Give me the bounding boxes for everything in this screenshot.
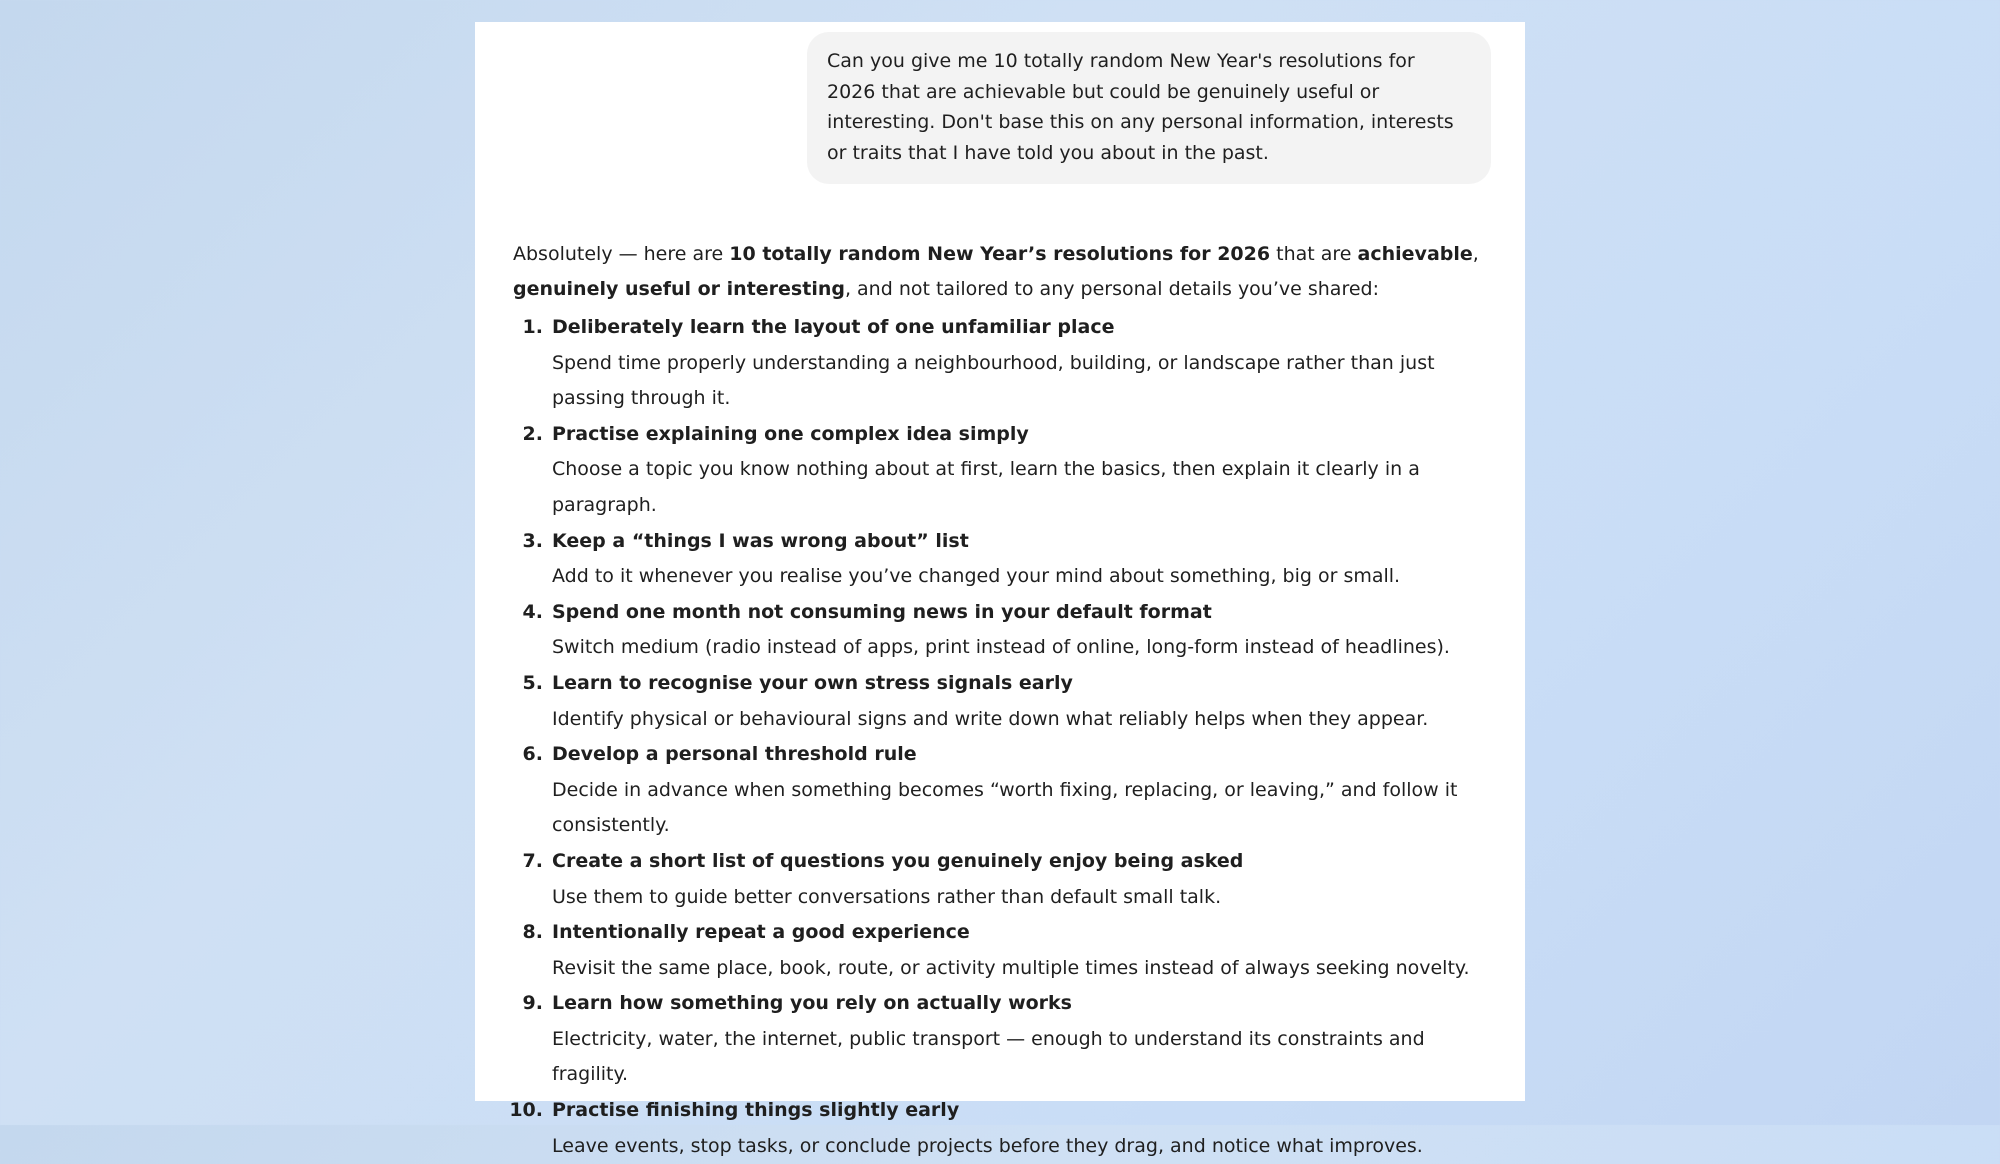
list-item-number: 7. xyxy=(522,849,543,872)
list-item-description: Revisit the same place, book, route, or activity multiple times instead of always seeking novelty. xyxy=(552,956,1470,979)
list-item-number: 1. xyxy=(522,316,543,338)
list-item-description: Spend time properly understanding a neighbourhood, building, or landscape rather than just passing through it. xyxy=(552,351,1435,410)
list-item-number: 5. xyxy=(522,671,543,694)
assistant-intro xyxy=(513,237,1498,307)
intro-text-2: that are xyxy=(1270,243,1358,265)
list-item xyxy=(513,524,1498,595)
list-item xyxy=(513,737,1498,844)
intro-text-3: , xyxy=(1472,243,1479,265)
list-item-description: Leave events, stop tasks, or conclude projects before they drag, and notice what improves. xyxy=(552,1134,1423,1157)
list-item-number: 10. xyxy=(509,1099,543,1122)
user-message-text: Can you give me 10 totally random New Year's resolutions for 2026 that are achievable but could be genuinely useful or interesting. Don't base this on any personal information, interests or traits that I have told you about in the past. xyxy=(827,50,1454,164)
intro-text-1: Absolutely — here are xyxy=(513,243,730,265)
list-item xyxy=(513,915,1498,986)
intro-text-4: , and not tailored to any personal details you’ve shared: xyxy=(844,278,1379,300)
list-item-number: 8. xyxy=(522,921,543,944)
list-item-number: 2. xyxy=(522,422,543,445)
list-item-description: Choose a topic you know nothing about at first, learn the basics, then explain it clearly in a paragraph. xyxy=(552,458,1420,516)
list-item-number: 6. xyxy=(522,743,543,766)
list-item-title: Develop a personal threshold rule xyxy=(552,743,917,766)
list-item-title: Create a short list of questions you genuinely enjoy being asked xyxy=(552,849,1244,872)
assistant-response xyxy=(509,237,1498,1164)
list-item xyxy=(513,666,1498,737)
list-item-number: 3. xyxy=(522,529,543,552)
list-item-title: Practise explaining one complex idea simply xyxy=(552,422,1029,445)
list-item-title: Deliberately learn the layout of one unfamiliar place xyxy=(552,316,1115,338)
list-item-title: Practise finishing things slightly early xyxy=(552,1099,960,1122)
list-item-description: Switch medium (radio instead of apps, print instead of online, long-form instead of headlines). xyxy=(552,636,1450,659)
list-item-description: Electricity, water, the internet, public transport — enough to understand its constraints and fragility. xyxy=(552,1027,1425,1086)
list-item xyxy=(513,417,1498,524)
intro-bold-2: achievable xyxy=(1357,243,1473,265)
list-item-description: Use them to guide better conversations rather than default small talk. xyxy=(552,885,1222,908)
list-item-title: Spend one month not consuming news in your default format xyxy=(552,600,1212,623)
user-message-bubble xyxy=(807,32,1491,184)
list-item xyxy=(513,986,1498,1093)
list-item-title: Intentionally repeat a good experience xyxy=(552,921,970,944)
list-item-description: Add to it whenever you realise you’ve changed your mind about something, big or small. xyxy=(552,565,1401,588)
list-item-title: Learn to recognise your own stress signals early xyxy=(552,671,1073,694)
resolution-list xyxy=(509,310,1498,1164)
intro-bold-3: genuinely useful or interesting xyxy=(513,278,845,300)
intro-bold-1: 10 totally random New Year’s resolutions for 2026 xyxy=(729,243,1271,265)
list-item-description: Identify physical or behavioural signs and write down what reliably helps when they appear. xyxy=(552,707,1429,730)
list-item-title: Keep a “things I was wrong about” list xyxy=(552,529,969,552)
list-item xyxy=(513,595,1498,666)
chat-panel xyxy=(475,22,1525,1157)
list-item-description: Decide in advance when something becomes “worth fixing, replacing, or leaving,” and follow it consistently. xyxy=(552,778,1458,837)
list-item xyxy=(509,1093,1498,1164)
list-item xyxy=(513,844,1498,915)
list-item-title: Learn how something you rely on actually works xyxy=(552,992,1072,1015)
list-item-number: 4. xyxy=(522,600,543,623)
list-item-number: 9. xyxy=(522,992,543,1015)
list-item xyxy=(513,310,1498,417)
